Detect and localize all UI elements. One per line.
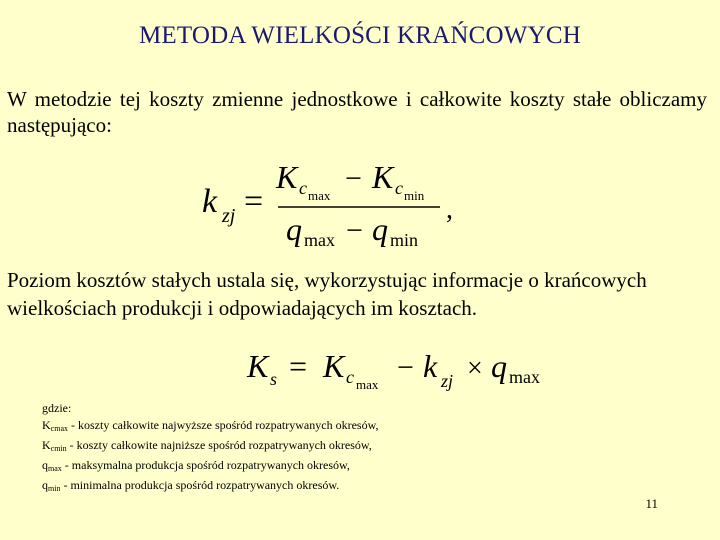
fixed-cost-paragraph: Poziom kosztów stałych ustala się, wykorzystując informacje o krańcowych wielkościach produkcji i odpowiadających im kosztach. bbox=[7, 268, 647, 320]
f2-minus: − bbox=[397, 351, 414, 384]
formula-fixed-cost bbox=[245, 345, 565, 395]
f1-num-K2: K bbox=[372, 160, 394, 195]
f1-equals: = bbox=[244, 183, 264, 220]
f1-den-q1: q bbox=[286, 211, 302, 247]
f1-comma: , bbox=[446, 194, 453, 225]
f1-num-minus: − bbox=[345, 162, 362, 195]
f1-den-minus: − bbox=[346, 214, 363, 247]
legend bbox=[42, 400, 378, 497]
f2-K-sub: s bbox=[270, 369, 278, 389]
f2-Kc-c: c bbox=[346, 367, 354, 387]
formula-unit-variable-cost bbox=[200, 160, 480, 255]
f1-lhs: k bbox=[202, 183, 218, 220]
f2-Kc-max: max bbox=[356, 377, 379, 392]
legend-item: $K_{cmax}$ - koszty całkowite najwyższe spośród rozpatrywanych okresów, bbox=[42, 418, 379, 433]
slide-title: METODA WIELKOŚCI KRAŃCOWYCH bbox=[139, 22, 581, 49]
f1-num-K1: K bbox=[276, 160, 298, 195]
intro-paragraph: W metodzie tej koszty zmienne jednostkowe i całkowite koszty stałe obliczamy następująco: bbox=[7, 87, 707, 137]
f2-equals: = bbox=[289, 348, 308, 384]
f1-den-min: min bbox=[390, 230, 419, 250]
f2-k: k bbox=[423, 348, 438, 384]
f1-lhs-sub: zj bbox=[222, 205, 236, 227]
f2-k-sub: zj bbox=[441, 371, 454, 391]
f2-q-sub: max bbox=[509, 367, 540, 387]
legend-item: $K_{cmin}$ - koszty całkowite najniższe spośród rozpatrywanych okresów, bbox=[42, 438, 372, 453]
f1-num-c2: c bbox=[395, 178, 403, 198]
page-number: 11 bbox=[645, 496, 658, 511]
legend-heading: gdzie: bbox=[42, 401, 72, 415]
legend-item: $q_{max}$ - maksymalna produkcja spośród rozpatrywanych okresów, bbox=[42, 458, 350, 473]
legend-item: $q_{min}$ - minimalna produkcja spośród rozpatrywanych okresów. bbox=[42, 478, 340, 493]
f1-num-min2: min bbox=[404, 188, 425, 203]
f2-Kc: K bbox=[323, 348, 345, 384]
f1-num-c1: c bbox=[299, 178, 307, 198]
f2-times: × bbox=[467, 353, 483, 384]
f1-den-q2: q bbox=[372, 211, 388, 247]
f1-num-max1: max bbox=[308, 188, 331, 203]
f1-den-max: max bbox=[304, 230, 335, 250]
f2-K: K bbox=[247, 348, 269, 384]
f2-q: q bbox=[491, 348, 507, 384]
